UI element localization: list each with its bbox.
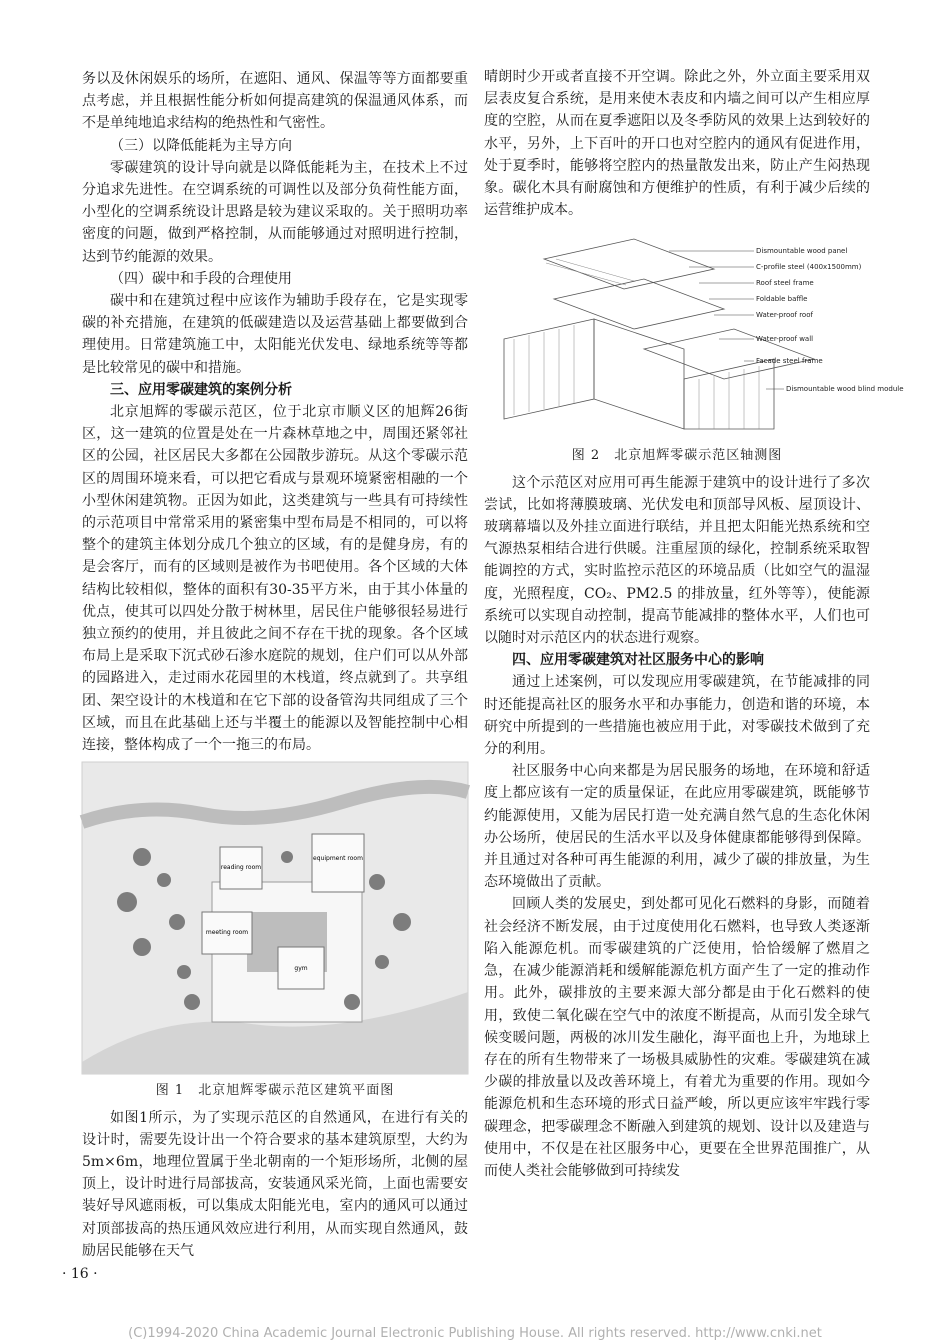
map-label: reading room: [220, 864, 262, 872]
figure-2: [484, 229, 904, 467]
diagram-label: Water-proof wall: [756, 335, 814, 344]
right-column: [484, 66, 904, 1182]
paragraph: 回顾人类的发展史，到处都可见化石燃料的身影，而随着社会经济不断发展，由于过度使用化石燃料，也导致人类逐渐陷入能源危机。而零碳建筑的广泛使用，恰恰缓解了燃眉之急，在减少能源消耗和缓解能源危机方面产生了一定的推动作用。此外，碳排放的主要来源大部分都是由于化石燃料的使用，致使二氧化碳在空气中的浓度不断提高，从而引发全球气候变暖问题，两极的冰川发生融化，海平面也上升，为地球上存在的所有生物带来了一场极具威胁性的灾难。零碳建筑在减少碳的排放量以及改善环境上，有着尤为重要的作用。现如今能源危机和生态环境的形式日益严峻，所以更应该牢牢践行零碳理念，把零碳理念不断融入到建筑的规划、设计以及建造与使用中，不仅是在社区服务中心，更要在全世界范围推广，从而使人类社会能够做到可持续发: [484, 896, 870, 1179]
diagram-label: Facade steel frame: [756, 357, 823, 366]
page-number: · 16 ·: [62, 1266, 98, 1282]
paragraph: 社区服务中心向来都是为居民服务的场地，在环境和舒适度上都应该有一定的质量保证，在此应用零碳建筑，既能够节约能源使用，又能为居民打造一处充满自然气息的生态化休闲办公场所，使居民的生活水平以及身体健康都能够得到保障。并且通过对各种可再生能源的利用，减少了碳的排放量，为生态环境做出了贡献。: [484, 763, 870, 891]
figure-caption: 图 2 北京旭辉零碳示范区轴测图: [571, 448, 783, 464]
diagram-label: Water-proof roof: [756, 311, 813, 320]
map-label: equipment room: [313, 855, 363, 863]
paragraph: 如图1所示，为了实现示范区的自然通风，在进行有关的设计时，需要先设计出一个符合要求的基本建筑原型，大约为5m×6m，地理位置属于坐北朝南的一个矩形场所，北侧的屋顶上，设计时进行局部拔高，安装通风采光筒，上面也需要安装好导风遮雨板，可以集成太阳能光电，室内的通风可以通过对顶部拔高的热压通风效应进行利用，从而实现自然通风，鼓励居民能够在天气: [82, 1109, 468, 1259]
left-column: [82, 68, 468, 1262]
diagram-label: Foldable baffle: [756, 295, 808, 304]
paragraph: 务以及休闲娱乐的场所，在遮阳、通风、保温等等方面都要重点考虑，并且根据性能分析如何提高建筑的保温通风体系，而不是单纯地追求结构的绝热性和气密性。: [82, 71, 468, 132]
diagram-label: Dismountable wood blind module: [786, 385, 904, 394]
figure-caption: 图 1 北京旭辉零碳示范区建筑平面图: [155, 1083, 395, 1099]
paragraph: 北京旭辉的零碳示范区，位于北京市顺义区的旭辉26街区，这一建筑的位置是处在一片森林草地之中，周围还紧邻社区的公园，社区居民大多都在公园散步游玩。从这个零碳示范区的周围环境来看，可以把它看成与景观环境紧密相融的一个小型休闲建筑物。正因为如此，这类建筑与一些具有可持续性的示范项目中常常采用的紧密集中型布局是不相同的，可以将整个的建筑主体划分成几个独立的区域，有的是健身房，有的是会客厅，而有的区域则是被作为书吧使用。各个区域的大体结构比较相似，整体的面积有30-35平方米，由于其小体量的优点，使其可以四处分散于树林里，居民住户能够很轻易进行独立预约的使用，并且彼此之间不存在干扰的现象。各个区域布局上是采取下沉式砂石渗水庭院的规划，住户们可以从外部的园路进入，走过雨水花园里的木栈道，终点就到了。共享组团、架空设计的木栈道和在它下部的设备管沟共同组成了三个区域，而且在此基础上还与半覆土的能源以及智能控制中心相连接，整体构成了一个一拖三的布局。: [82, 404, 468, 754]
diagram-label: Roof steel frame: [756, 279, 814, 288]
section-heading: （三）以降低能耗为主导方向: [110, 137, 292, 154]
map-label: meeting room: [205, 929, 249, 937]
paragraph: 通过上述案例，可以发现应用零碳建筑，在节能减排的同时还能提高社区的服务水平和办事能力，创造和谐的环境，本研究中所提到的一些措施也被应用于此，对零碳技术做到了充分的利用。: [484, 674, 870, 758]
figure-1: [82, 762, 468, 1102]
paragraph: 这个示范区对应用可再生能源于建筑中的设计进行了多次尝试，比如将薄膜玻璃、光伏发电和顶部导风板、屋顶设计、玻璃幕墙以及外挂立面进行联结，并且把太阳能光热系统和空气源热泵相结合进行供暖。注重屋顶的绿化，控制系统采取智能调控的方式，实时监控示范区的环境品质（比如空气的温湿度，光照程度，CO₂、PM2.5 的排放量，红外等等），使能源系统可以实现自动控制，提高节能减排的整体水平，人们也可以随时对示范区内的状态进行观察。: [484, 474, 870, 647]
paragraph: 晴朗时少开或者直接不开空调。除此之外，外立面主要采用双层表皮复合系统，是用来使木表皮和内墙之间可以产生相应厚度的空腔，从而在夏季遮阳以及冬季防风的效果上达到较好的水平，另外，上下百叶的开口也对空腔内的通风有促进作用，处于夏季时，能够将空腔内的热量散发出来，防止产生闷热现象。碳化木具有耐腐蚀和方便维护的性质，有利于减少后续的运营维护成本。: [484, 69, 870, 219]
diagram-label: Dismountable wood panel: [756, 247, 848, 256]
chapter-heading: 三、应用零碳建筑的案例分析: [110, 381, 292, 398]
diagram-label: C-profile steel (400x1500mm): [756, 263, 862, 272]
map-label: gym: [294, 965, 308, 973]
site-plan-image: [82, 762, 468, 1074]
axonometric-image: [484, 229, 904, 439]
section-heading: （四）碳中和手段的合理使用: [110, 270, 292, 287]
paragraph: 零碳建筑的设计导向就是以降低能耗为主，在技术上不过分追求先进性。在空调系统的可调性以及部分负荷性能方面，小型化的空调系统设计思路是较为建议采取的。关于照明功率密度的问题，做到严格控制，从而能够通过对照明进行控制，达到节约能源的效果。: [82, 159, 468, 265]
paragraph: 碳中和在建筑过程中应该作为辅助手段存在，它是实现零碳的补充措施，在建筑的低碳建造以及运营基础上都要做到合理使用。日常建筑施工中，太阳能光伏发电、绿地系统等等都是比较常见的碳中和措施。: [82, 293, 468, 376]
copyright-footer: (C)1994-2020 China Academic Journal Electronic Publishing House. All rights reserved. http://www.cnki.net: [128, 1326, 822, 1341]
chapter-heading: 四、应用零碳建筑对社区服务中心的影响: [512, 652, 764, 669]
